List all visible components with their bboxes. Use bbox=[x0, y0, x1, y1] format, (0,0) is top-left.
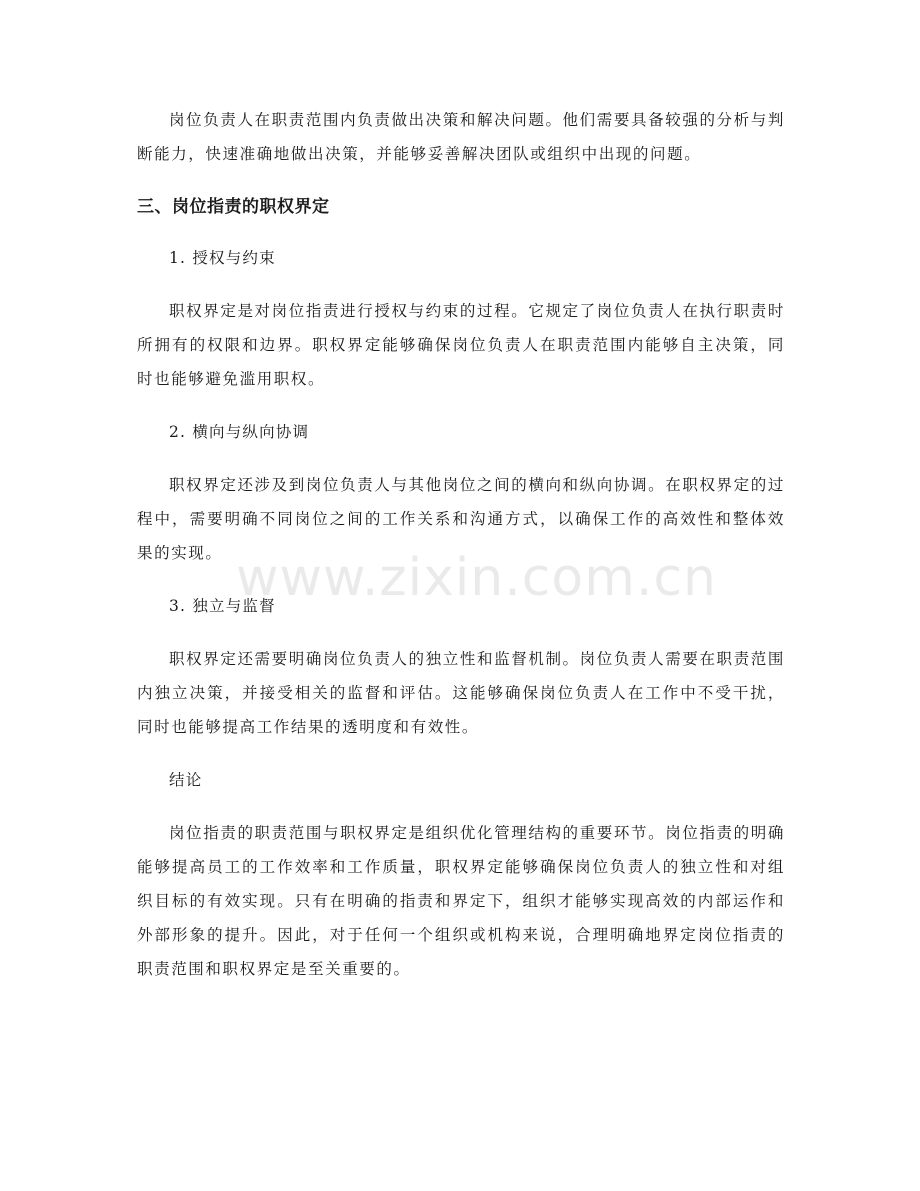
subsection-body-independence: 职权界定还需要明确岗位负责人的独立性和监督机制。岗位负责人需要在职责范围内独立决策，并接受相关的监督和评估。这能够确保岗位负责人在工作中不受干扰，同时也能够提高工作结果的透明度和有效性。 bbox=[137, 650, 785, 736]
watermark: www.zixin.com.cn bbox=[236, 548, 717, 608]
subsection-body-authorization: 职权界定是对岗位指责进行授权与约束的过程。它规定了岗位负责人在执行职责时所拥有的权限和边界。职权界定能够确保岗位负责人在职责范围内能够自主决策，同时也能够避免滥用职权。 bbox=[137, 302, 785, 388]
intro-paragraph: 岗位负责人在职责范围内负责做出决策和解决问题。他们需要具备较强的分析与判断能力，快速准确地做出决策，并能够妥善解决团队或组织中出现的问题。 bbox=[137, 111, 785, 163]
conclusion-title: 结论 bbox=[169, 771, 203, 789]
conclusion-body: 岗位指责的职责范围与职权界定是组织优化管理结构的重要环节。岗位指责的明确能够提高员工的工作效率和工作质量，职权界定能够确保岗位负责人的独立性和对组织目标的有效实现。只有在明确的指责和界定下，组织才能够实现高效的内部运作和外部形象的提升。因此，对于任何一个组织或机构来说，合理明确地界定岗位指责的职责范围和职权界定是至关重要的。 bbox=[137, 824, 785, 978]
subsection-title-authorization: 1. 授权与约束 bbox=[169, 249, 276, 267]
subsection-title-coordination: 2. 横向与纵向协调 bbox=[169, 423, 310, 441]
section-heading: 三、岗位指责的职权界定 bbox=[137, 197, 330, 217]
document-body bbox=[137, 103, 785, 1005]
subsection-title-independence: 3. 独立与监督 bbox=[169, 597, 276, 615]
subsection-body-coordination: 职权界定还涉及到岗位负责人与其他岗位之间的横向和纵向协调。在职权界定的过程中，需要明确不同岗位之间的工作关系和沟通方式，以确保工作的高效性和整体效果的实现。 bbox=[137, 476, 785, 562]
